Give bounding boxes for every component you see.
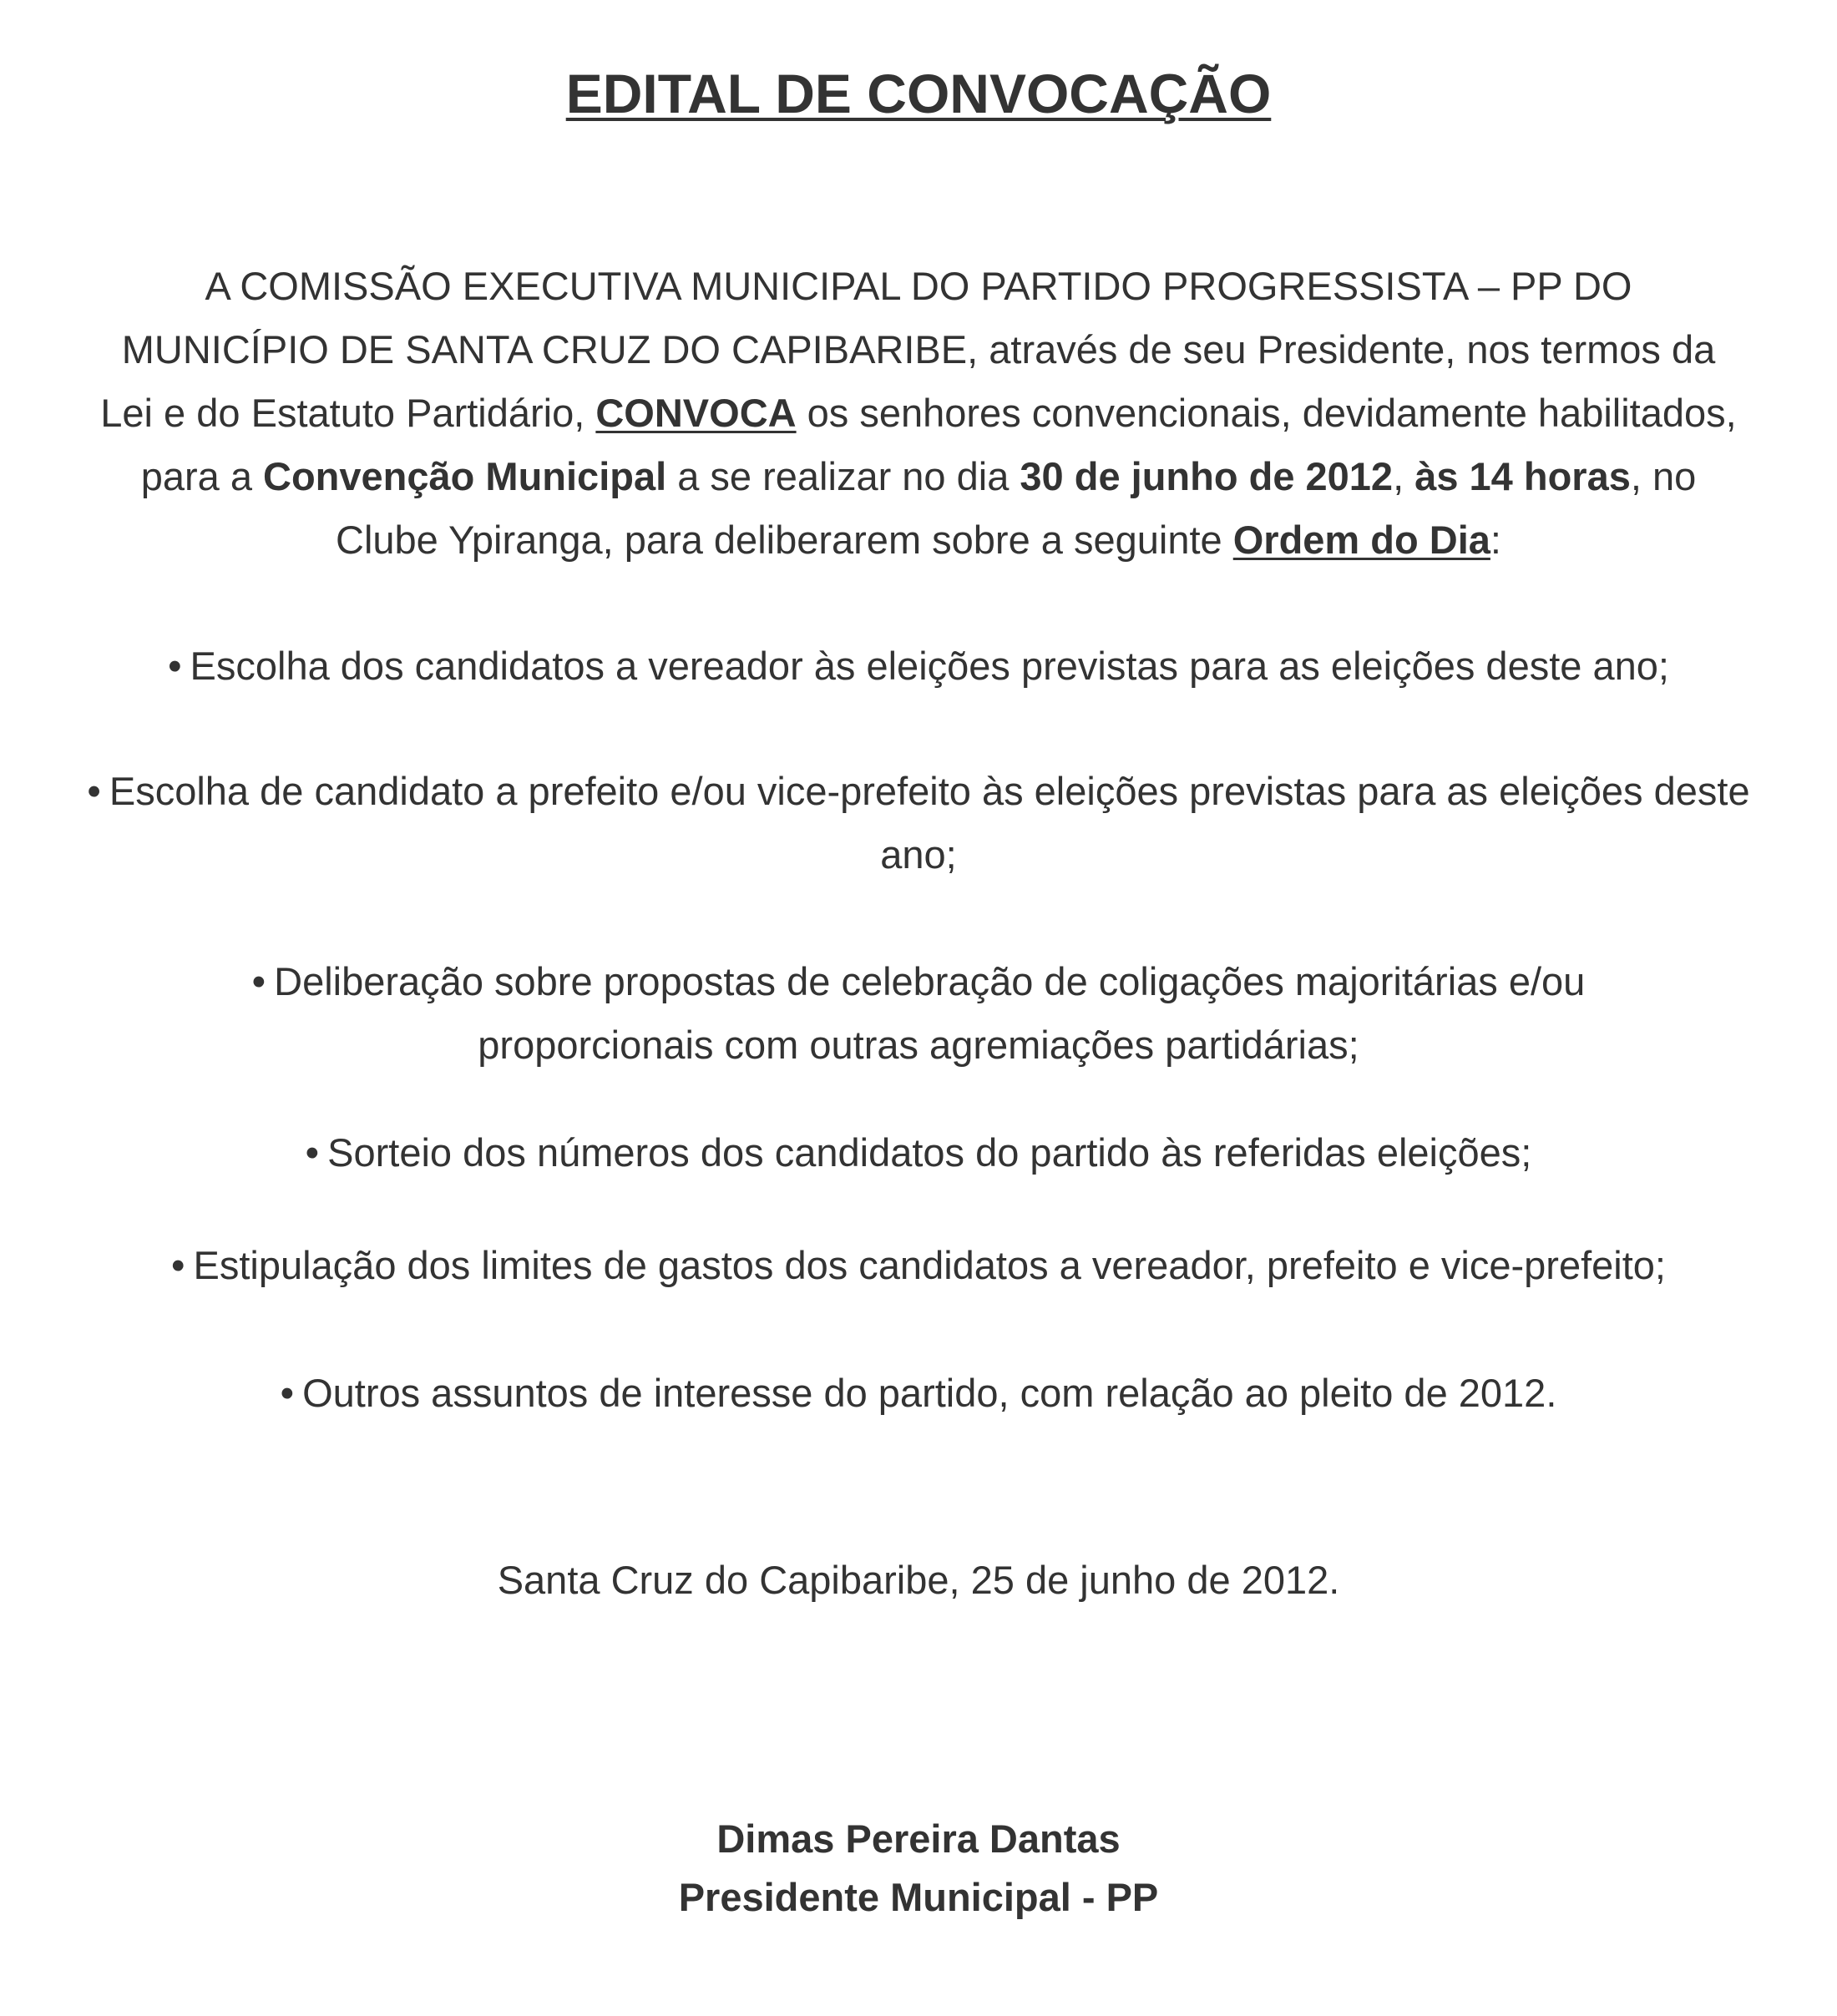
place-date: Santa Cruz do Capibaribe, 25 de junho de 2012. xyxy=(497,1558,1340,1602)
bullet-icon: • xyxy=(280,1371,295,1415)
intro-text-1: A COMISSÃO EXECUTIVA MUNICIPAL DO PARTIDO PROGRESSISTA – PP DO MUNICÍPIO DE SANTA CRUZ DO CAPIBARIBE, através de seu Presidente, nos termos da Lei e do Estatuto Partidário, xyxy=(100,264,1716,435)
bullet-icon: • xyxy=(251,959,266,1003)
bullet-icon: • xyxy=(171,1243,185,1287)
bullet-icon: • xyxy=(87,769,101,813)
signatory-name: Dimas Pereira Dantas xyxy=(716,1816,1121,1861)
agenda-item xyxy=(84,1234,1754,1297)
convention-date: 30 de junho de 2012 xyxy=(1020,454,1394,498)
intro-paragraph xyxy=(99,255,1738,572)
agenda-item-text: Outros assuntos de interesse do partido, com relação ao pleito de 2012. xyxy=(302,1371,1557,1415)
agenda-item xyxy=(84,1121,1754,1185)
bullet-icon: • xyxy=(168,644,182,688)
agenda-item xyxy=(84,634,1754,698)
convoca-keyword: CONVOCA xyxy=(595,391,797,435)
agenda-item-text: Deliberação sobre propostas de celebração de coligações majoritárias e/ou proporcionais com outras agremiações partidárias; xyxy=(274,959,1586,1067)
intro-text-6: : xyxy=(1490,518,1501,562)
intro-text-3: a se realizar no dia xyxy=(666,454,1020,498)
agenda-item xyxy=(84,1362,1754,1425)
agenda-item-text: Escolha dos candidatos a vereador às eleições previstas para as eleições deste ano; xyxy=(190,644,1669,688)
agenda-item xyxy=(84,760,1754,887)
convention-time: às 14 horas xyxy=(1414,454,1631,498)
intro-text-5: , no Clube Ypiranga, para deliberarem sobre a seguinte xyxy=(336,454,1697,562)
signatory-role: Presidente Municipal - PP xyxy=(678,1875,1159,1919)
convention-name: Convenção Municipal xyxy=(263,454,667,498)
agenda-item-text: Estipulação dos limites de gastos dos candidatos a vereador, prefeito e vice-prefeito; xyxy=(193,1243,1666,1287)
intro-text-4: , xyxy=(1393,454,1415,498)
agenda-item-text: Sorteio dos números dos candidatos do partido às referidas eleições; xyxy=(327,1130,1532,1175)
agenda-keyword: Ordem do Dia xyxy=(1232,518,1490,562)
agenda-item xyxy=(200,950,1637,1077)
agenda-item-text: Escolha de candidato a prefeito e/ou vice-prefeito às eleições previstas para as eleições deste ano; xyxy=(109,769,1750,877)
bullet-icon: • xyxy=(305,1130,320,1175)
intro-text-2: os senhores convencionais, devidamente habilitados, para a xyxy=(140,391,1737,498)
document-title: EDITAL DE CONVOCAÇÃO xyxy=(565,63,1272,124)
